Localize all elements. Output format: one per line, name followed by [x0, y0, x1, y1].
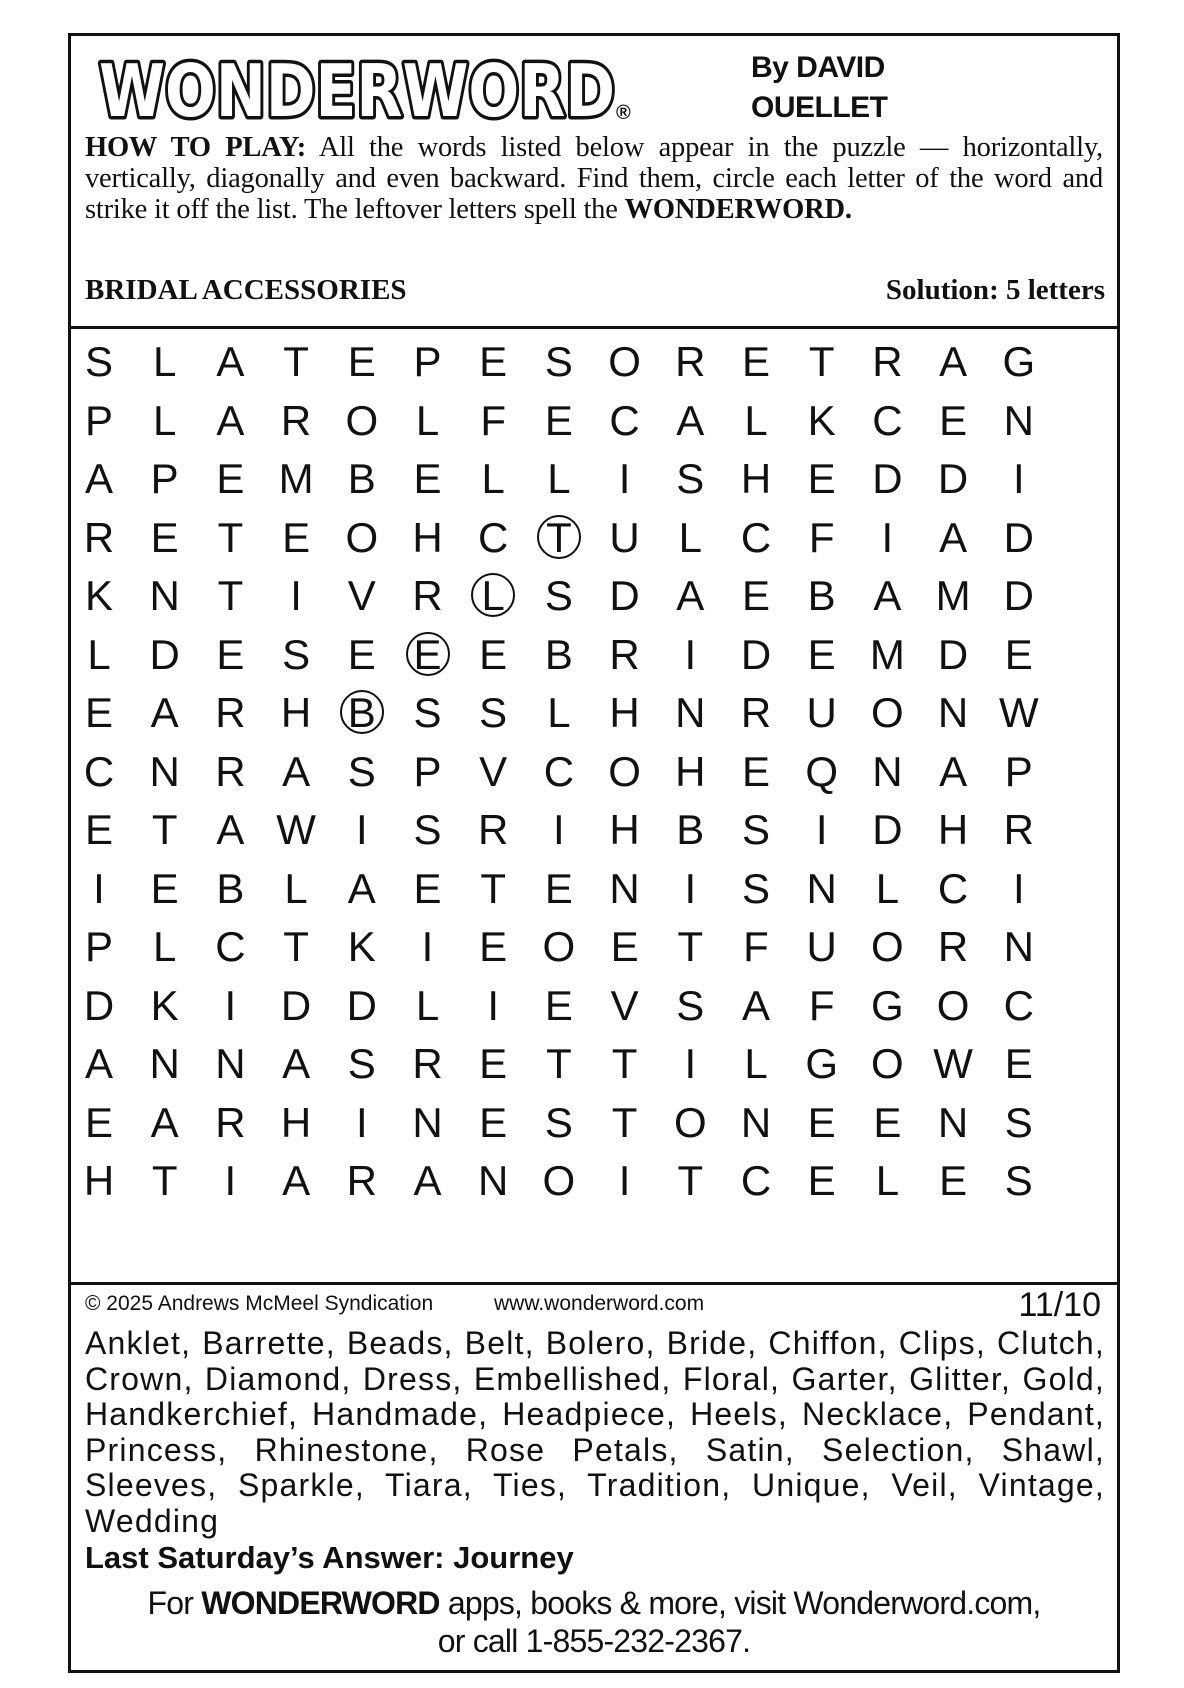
wonderword-logo [93, 42, 623, 138]
grid-cell[interactable]: T [283, 338, 309, 385]
grid-cell[interactable]: S [413, 806, 442, 853]
grid-row [83, 1150, 1099, 1212]
grid-cell[interactable]: E [413, 455, 442, 502]
grid-row [83, 507, 1099, 569]
grid-cell[interactable]: C [872, 396, 903, 444]
puzzle-date: 11/10 [1018, 1286, 1101, 1324]
grid-cell[interactable]: K [84, 572, 113, 619]
grid-cell[interactable]: E [1004, 630, 1033, 678]
grid-cell[interactable]: V [347, 572, 376, 619]
grid-cell[interactable]: P [413, 338, 442, 385]
grid-cell[interactable]: O [608, 338, 641, 385]
grid-cell[interactable]: R [675, 338, 706, 385]
grid-cell[interactable]: I [421, 923, 434, 970]
grid-row [84, 390, 1099, 452]
grid-cell[interactable]: F [808, 513, 835, 561]
grid-cell[interactable]: U [806, 923, 837, 970]
grid-cell[interactable]: A [282, 1040, 311, 1087]
grid-cell[interactable]: S [84, 338, 113, 385]
grid-cell[interactable]: B [544, 630, 573, 678]
grid-row [84, 916, 1099, 978]
grid-cell[interactable]: E [939, 1157, 968, 1204]
grid-cell[interactable]: A [413, 1157, 442, 1204]
grid-cell[interactable]: E [84, 689, 113, 736]
grid-cell[interactable]: T [217, 572, 244, 619]
grid-cell[interactable]: E [807, 1098, 836, 1146]
grid-cell[interactable]: E [150, 864, 179, 912]
grid-cell[interactable]: P [1004, 747, 1033, 795]
grid-cell[interactable]: T [611, 1098, 638, 1146]
grid-cell[interactable]: R [280, 396, 312, 444]
grid-cell[interactable]: C [478, 513, 509, 561]
grid-cell[interactable]: S [676, 981, 705, 1029]
grid-cell[interactable]: B [807, 572, 836, 619]
footer-divider [71, 1282, 1117, 1285]
grid-cell[interactable]: O [673, 1098, 707, 1146]
grid-cell[interactable]: B [216, 864, 245, 912]
promo-brand: WONDERWORD [201, 1585, 440, 1621]
grid-cell[interactable]: A [282, 747, 311, 795]
grid-cell[interactable]: M [869, 630, 905, 678]
grid-cell[interactable]: R [740, 689, 772, 736]
grid-cell[interactable]: E [216, 630, 245, 678]
grid-cell[interactable]: N [478, 1157, 509, 1204]
grid-cell[interactable]: V [479, 747, 508, 795]
grid-cell[interactable]: S [1004, 1157, 1033, 1204]
grid-cell[interactable]: E [741, 338, 770, 385]
grid-cell[interactable]: E [347, 338, 376, 385]
grid-cell[interactable]: D [149, 630, 180, 678]
grid-cell[interactable]: T [151, 806, 178, 853]
grid-cell[interactable]: A [939, 747, 968, 795]
grid-cell[interactable]: R [412, 572, 443, 619]
grid-cell[interactable]: E [873, 1098, 902, 1146]
grid-row [83, 975, 1099, 1037]
grid-cell[interactable]: U [609, 513, 640, 561]
grid-cell[interactable]: L [415, 981, 440, 1029]
grid-cell[interactable]: W [998, 689, 1039, 736]
grid-cell[interactable]: L [547, 455, 571, 502]
grid-cell[interactable]: A [347, 864, 376, 912]
grid-cell[interactable]: W [933, 1040, 973, 1087]
grid-cell[interactable]: H [83, 1157, 115, 1204]
grid-cell[interactable]: S [347, 1040, 376, 1087]
grid-cell[interactable]: I [290, 572, 302, 619]
grid-cell[interactable]: O [871, 923, 904, 970]
grid-cell[interactable]: N [675, 689, 706, 736]
grid-cell[interactable]: R [83, 513, 115, 561]
grid-cell[interactable]: A [939, 338, 968, 385]
grid-cell[interactable]: N [149, 1040, 180, 1087]
grid-cell[interactable]: A [939, 513, 968, 561]
grid-cell[interactable]: D [1003, 513, 1034, 561]
puzzle-category: BRIDAL ACCESSORIES [85, 274, 407, 306]
grid-cell[interactable]: D [83, 981, 115, 1029]
grid-cell[interactable]: E [807, 1157, 836, 1204]
grid-cell[interactable]: W [276, 806, 316, 853]
grid-cell[interactable]: H [412, 513, 443, 561]
grid-cell[interactable]: H [937, 806, 969, 853]
promo-text [71, 1584, 1117, 1660]
grid-cell[interactable]: A [216, 396, 245, 444]
grid-cell[interactable]: E [939, 396, 968, 444]
grid-cell[interactable]: P [84, 923, 113, 970]
grid-cell[interactable]: B [676, 806, 705, 853]
grid-cell[interactable]: D [280, 981, 312, 1029]
grid-cell[interactable]: N [609, 864, 640, 912]
grid-cell[interactable]: L [153, 338, 177, 385]
grid-cell[interactable]: T [611, 1040, 638, 1087]
grid-cell[interactable]: L [87, 630, 111, 678]
grid-cell[interactable]: S [347, 747, 376, 795]
grid-cell[interactable]: R [937, 923, 969, 970]
grid-cell[interactable]: S [741, 806, 770, 853]
grid-cell[interactable]: I [1012, 864, 1025, 912]
grid-row [93, 858, 1099, 920]
grid-cell[interactable]: T [480, 864, 507, 912]
grid-cell[interactable]: S [1004, 1098, 1033, 1146]
grid-cell[interactable]: E [544, 864, 573, 912]
grid-cell[interactable]: O [871, 1040, 904, 1087]
grid-cell[interactable]: E [1004, 1040, 1033, 1087]
grid-cell[interactable]: N [872, 747, 903, 795]
grid-cell[interactable]: D [872, 806, 903, 853]
byline-line-2: OUELLET [751, 91, 888, 124]
grid-cell[interactable]: U [806, 689, 837, 736]
grid-cell[interactable]: D [346, 981, 377, 1029]
grid-cell[interactable]: H [675, 747, 706, 795]
grid-cell[interactable]: I [355, 1098, 368, 1146]
grid-cell-circled[interactable]: B [337, 682, 387, 744]
grid-cell[interactable]: I [224, 1157, 237, 1204]
grid-cell[interactable]: A [216, 806, 245, 853]
grid-cell[interactable]: I [224, 981, 237, 1029]
promo-prefix: For [147, 1585, 202, 1621]
grid-cell[interactable]: S [282, 630, 311, 678]
grid-cell[interactable]: P [150, 455, 179, 502]
grid-cell[interactable]: E [544, 981, 573, 1029]
grid-cell[interactable]: E [610, 923, 639, 970]
grid-cell[interactable]: A [741, 981, 770, 1029]
word-list: Anklet, Barrette, Beads, Belt, Bolero, Bride, Chiffon, Clips, Clutch, Crown, Diamond, Dress, Embellished, Floral, Garter, Glitter, Gold, Handkerchief, Handmade, Headpiece, Heels, Necklace, Pendant, Princess, Rhinestone, Rose Petals, Satin, Selection, Shawl, Sleeves, Sparkle, Tiara, Ties, Tradition, Unique, Veil, Vintage, Wedding [85, 1325, 1105, 1539]
grid-cell[interactable]: E [479, 338, 508, 385]
grid-cell[interactable]: C [215, 923, 246, 970]
grid-cell[interactable]: S [676, 455, 705, 502]
grid-cell[interactable]: R [412, 1040, 443, 1087]
grid-cell[interactable]: S [544, 1098, 573, 1146]
grid-row [84, 565, 1099, 627]
grid-cell[interactable]: E [807, 455, 836, 502]
grid-cell[interactable]: D [937, 455, 969, 502]
registered-mark: ® [616, 102, 631, 124]
promo-line-1 [71, 1584, 1117, 1622]
svg-text:WONDERWORD: WONDERWORD [99, 49, 615, 133]
grid-cell[interactable]: O [542, 1157, 576, 1204]
grid-cell[interactable]: D [609, 572, 640, 619]
grid-cell[interactable]: E [413, 864, 442, 912]
byline-line-1: By DAVID [751, 51, 885, 84]
grid-cell[interactable]: G [871, 981, 904, 1029]
grid-row [84, 799, 1099, 861]
grid-cell[interactable]: E [150, 513, 179, 561]
grid-cell[interactable]: L [415, 396, 440, 444]
puzzle-header [71, 36, 1117, 329]
grid-cell[interactable]: A [84, 455, 113, 502]
puzzle-frame [68, 33, 1120, 1673]
grid-cell[interactable]: I [93, 864, 105, 912]
grid-cell[interactable]: O [345, 513, 379, 561]
grid-cell[interactable]: T [217, 513, 244, 561]
promo-line-2: or call 1-855-232-2367. [437, 1623, 751, 1659]
grid-cell[interactable]: S [544, 338, 573, 385]
grid-cell[interactable]: N [806, 864, 837, 912]
grid-cell[interactable]: A [150, 1098, 179, 1146]
grid-cell[interactable]: P [84, 396, 113, 444]
grid-cell[interactable]: S [741, 864, 770, 912]
grid-row [84, 331, 1099, 393]
grid-cell[interactable]: N [937, 689, 969, 736]
grid-cell[interactable]: T [677, 923, 704, 970]
grid-cell[interactable]: A [84, 1040, 113, 1087]
grid-cell[interactable]: I [618, 1157, 631, 1204]
grid-cell[interactable]: R [1003, 806, 1034, 853]
grid-cell[interactable]: C [937, 864, 969, 912]
grid-cell[interactable]: C [740, 513, 772, 561]
grid-cell[interactable]: R [609, 630, 640, 678]
how-to-play-label: HOW TO PLAY: [85, 132, 307, 163]
how-to-play [85, 132, 1103, 225]
solution-length: Solution: 5 letters [885, 274, 1105, 306]
grid-cell[interactable]: M [935, 572, 971, 619]
grid-row [84, 1092, 1099, 1154]
grid-cell[interactable]: T [677, 1157, 704, 1204]
grid-cell[interactable]: E [479, 923, 508, 970]
grid-cell[interactable]: L [875, 1157, 900, 1204]
grid-cell[interactable]: E [84, 1098, 113, 1146]
grid-cell[interactable]: I [684, 864, 697, 912]
grid-cell[interactable]: I [1012, 455, 1025, 502]
grid-cell[interactable]: R [215, 1098, 246, 1146]
grid-row [84, 448, 1099, 510]
grid-row [84, 682, 1099, 744]
grid-cell[interactable]: L [678, 513, 702, 561]
svg-text:WONDERWORD: WONDERWORD [99, 49, 615, 133]
grid-cell[interactable]: C [609, 396, 640, 444]
byline [751, 48, 888, 128]
grid-cell[interactable]: H [609, 806, 640, 853]
grid-cell[interactable]: G [805, 1040, 839, 1087]
grid-cell[interactable]: K [150, 981, 179, 1029]
grid-cell[interactable]: N [412, 1098, 443, 1146]
grid-cell[interactable]: H [280, 1098, 312, 1146]
grid-cell[interactable]: L [744, 1040, 768, 1087]
grid-cell[interactable]: C [1003, 981, 1034, 1029]
grid-cell[interactable]: R [215, 689, 246, 736]
grid-cell[interactable]: S [544, 572, 573, 619]
grid-cell[interactable]: L [153, 396, 177, 444]
grid-cell[interactable]: L [284, 864, 308, 912]
grid-cell[interactable]: C [83, 747, 115, 795]
grid-cell[interactable]: F [480, 396, 507, 444]
grid-cell[interactable]: L [481, 455, 505, 502]
grid-cell[interactable]: I [684, 630, 697, 678]
grid-cell[interactable]: R [215, 747, 246, 795]
grid-cell[interactable]: A [282, 1157, 311, 1204]
grid-cell[interactable]: R [872, 338, 903, 385]
letter-grid [71, 329, 1117, 1312]
grid-cell[interactable]: O [936, 981, 970, 1029]
grid-cell[interactable]: A [676, 396, 705, 444]
grid-cell[interactable]: I [618, 455, 631, 502]
grid-cell[interactable]: S [413, 689, 442, 736]
grid-cell[interactable]: N [937, 1098, 969, 1146]
grid-cell[interactable]: A [873, 572, 902, 619]
grid-cell[interactable]: O [542, 923, 576, 970]
grid-cell[interactable]: T [546, 1040, 572, 1087]
grid-cell[interactable]: N [149, 747, 180, 795]
grid-cell[interactable]: T [808, 338, 835, 385]
grid-cell[interactable]: N [1003, 923, 1034, 970]
grid-cell[interactable]: E [807, 630, 836, 678]
grid-cell[interactable]: G [1002, 338, 1036, 385]
grid-cell[interactable]: E [479, 630, 508, 678]
grid-cell-circled[interactable]: T [534, 507, 584, 569]
grid-cell[interactable]: I [881, 513, 894, 561]
grid-cell[interactable]: E [282, 513, 311, 561]
grid-cell[interactable]: R [478, 806, 509, 853]
grid-cell[interactable]: P [413, 747, 442, 795]
grid-cell[interactable]: E [741, 572, 770, 619]
grid-row [84, 1033, 1099, 1095]
grid-cell[interactable]: I [487, 981, 500, 1029]
grid-cell[interactable]: I [815, 806, 828, 853]
grid-cell[interactable]: H [609, 689, 640, 736]
grid-cell[interactable]: R [346, 1157, 377, 1204]
grid-cell[interactable]: I [355, 806, 368, 853]
grid-cell[interactable]: I [553, 806, 565, 853]
grid-cell[interactable]: E [479, 1098, 508, 1146]
grid-row [83, 741, 1099, 803]
grid-cell[interactable]: C [740, 1157, 772, 1204]
grid-cell[interactable]: H [740, 455, 772, 502]
grid-cell[interactable]: O [345, 396, 379, 444]
grid-cell[interactable]: E [741, 747, 770, 795]
grid-cell[interactable]: E [544, 396, 573, 444]
grid-cell[interactable]: F [808, 981, 835, 1029]
grid-cell[interactable]: A [216, 338, 245, 385]
grid-cell[interactable]: L [153, 923, 177, 970]
grid-cell[interactable]: Q [805, 747, 839, 795]
grid-cell[interactable]: N [215, 1040, 246, 1087]
grid-cell[interactable]: I [684, 1040, 697, 1087]
grid-cell[interactable]: M [278, 455, 314, 502]
grid-cell[interactable]: D [872, 455, 903, 502]
grid-cell[interactable]: E [347, 630, 376, 678]
grid-cell[interactable]: S [479, 689, 508, 736]
grid-cell[interactable]: A [676, 572, 705, 619]
last-answer: Last Saturday’s Answer: Journey [85, 1540, 574, 1575]
grid-cell[interactable]: H [280, 689, 312, 736]
promo-rest: apps, books & more, visit Wonderword.com, [439, 1585, 1041, 1621]
grid-cell[interactable]: K [807, 396, 836, 444]
grid-cell[interactable]: E [479, 1040, 508, 1087]
grid-cell[interactable]: T [283, 923, 309, 970]
grid-cell[interactable]: O [608, 747, 641, 795]
grid-cell[interactable]: N [740, 1098, 772, 1146]
grid-cell[interactable]: L [875, 864, 900, 912]
grid-cell[interactable]: E [216, 455, 245, 502]
how-to-play-end: WONDERWORD. [624, 194, 852, 225]
grid-cell[interactable]: C [543, 747, 575, 795]
grid-cell[interactable]: V [610, 981, 639, 1029]
grid-cell-circled[interactable]: E [403, 624, 453, 686]
grid-cell[interactable]: F [743, 923, 769, 970]
grid-cell[interactable]: D [740, 630, 772, 678]
grid-cell[interactable]: D [1003, 572, 1034, 619]
grid-cell[interactable]: T [151, 1157, 178, 1204]
grid-cell-circled[interactable]: L [468, 565, 518, 627]
grid-cell[interactable]: D [937, 630, 969, 678]
grid-cell[interactable]: A [150, 689, 179, 736]
grid-cell[interactable]: E [84, 806, 113, 853]
grid-cell[interactable]: N [149, 572, 180, 619]
grid-cell[interactable]: O [871, 689, 904, 736]
grid-row [87, 624, 1099, 686]
grid-cell[interactable]: L [547, 689, 571, 736]
grid-cell[interactable]: K [347, 923, 376, 970]
how-to-play-text: All the words listed below appear in the puzzle — horizontally, vertically, diagonally and even backward. Find them, circle each letter of the word and strike it off the list. The leftover letters spell the [85, 132, 1103, 225]
grid-cell[interactable]: B [347, 455, 376, 502]
website-link[interactable]: www.wonderword.com [494, 1292, 705, 1315]
copyright-notice: © 2025 Andrews McMeel Syndication [85, 1292, 434, 1315]
grid-cell[interactable]: N [1003, 396, 1034, 444]
grid-cell[interactable]: L [744, 396, 768, 444]
